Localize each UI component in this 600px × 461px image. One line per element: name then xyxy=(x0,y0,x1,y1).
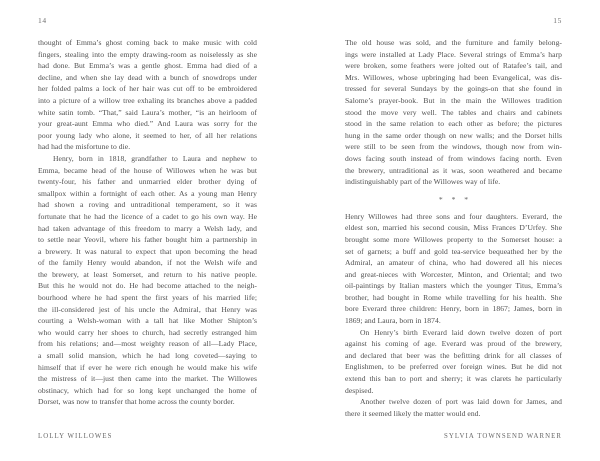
text-line: had shown a roving and untraditional temperament, so it was xyxy=(38,200,257,210)
text-line: tressed for several Sundays by the goings-on that she found in xyxy=(345,84,562,94)
text-line: despised. xyxy=(345,385,374,395)
page-body-right xyxy=(345,37,562,419)
text-line: had done. But Emma’s was a gentle ghost. Emma had died of a xyxy=(38,61,257,71)
running-footer-author: SYLVIA TOWNSEND WARNER xyxy=(444,433,562,440)
text-line: set of garnets; a buff and gold tea-service bequeathed her by the xyxy=(345,246,562,256)
text-line: On Henry’s birth Everard laid down twelve dozen of port xyxy=(360,327,562,337)
page-number-left: 14 xyxy=(38,16,47,25)
text-line: twenty-four, his father and unmarried elder brother dying of xyxy=(38,177,257,187)
text-line: himself that if ever he were rich enough he would make his wife xyxy=(38,362,257,372)
text-line: extend this ban to port and sherry; it was clarets he particularly xyxy=(345,374,562,384)
text-line: Englishmen, to be preferred over foreign wines. But he did not xyxy=(345,362,562,372)
text-line: had taken advantage of this freedom to marry a Welsh lady, and xyxy=(38,223,257,233)
text-line: had had the misfortune to die. xyxy=(38,142,131,152)
text-line: Mrs. Willowes, whose upbringing had been Evangelical, was dis- xyxy=(345,72,562,82)
text-line: to settle near Yeovil, where his father bought him a partnership in xyxy=(38,235,257,245)
text-line: there it seemed likely the matter would end. xyxy=(345,408,481,418)
text-line: a brewery. It was natural to expect that upon becoming the head xyxy=(38,246,257,256)
text-line: oil-paintings by Italian masters which the younger Titus, Emma’s xyxy=(345,281,562,291)
text-line: and declared that beer was the befitting drink for all classes of xyxy=(345,350,562,360)
text-line: smallpox within a fortnight of each other. As a young man Henry xyxy=(38,188,257,198)
text-line: brought some more Willowes property to the Somerset house: a xyxy=(345,234,562,244)
text-line: brother, had bought in Rome while travelling for his health. She xyxy=(345,292,562,302)
text-line: Another twelve dozen of port was laid down for James, and xyxy=(360,397,562,407)
text-line: bore Everard three children: Henry, born in 1867; James, born in xyxy=(345,304,562,314)
text-line: the brewery, untraditional as it was, soon weathered and became xyxy=(345,165,562,175)
text-line: 1869; and Laura, born in 1874. xyxy=(345,316,441,326)
text-line: ings were installed at Lady Place. Several strings of Emma’s harp xyxy=(345,49,562,59)
text-line: stood in the same relation to each other as before; the pictures xyxy=(345,119,562,129)
text-line: indistinguishably part of the Willowes way of life. xyxy=(345,177,501,187)
page-right xyxy=(300,0,600,461)
text-line: the mistress of it—just then came into the market. The Willowes xyxy=(38,374,257,384)
text-line: The old house was sold, and the furniture and family belong- xyxy=(345,38,562,47)
text-line: into a picture of a willow tree exhaling its branches above a padded xyxy=(38,95,257,105)
text-line: her folded palms a lock of her hair was cut off to be embroidered xyxy=(38,84,257,94)
text-line: bourhood where he had spent the first years of his married life; xyxy=(38,293,257,303)
text-line: of the family Henry would abandon, if not the Welsh wife and xyxy=(38,258,257,268)
text-line: Henry Willowes had three sons and four daughters. Everard, the xyxy=(345,211,562,221)
text-line: who would carry her shoes to church, had secretly estranged him xyxy=(38,327,257,337)
text-line: the brewery, at least Somerset, and return to his native people. xyxy=(38,269,257,279)
text-line: eldest son, married his second cousin, Miss Frances D’Urfey. She xyxy=(345,223,562,233)
text-line: fortunate that he had the licence of a cadet to go his own way. He xyxy=(38,211,257,221)
text-line: and great-nieces with Worcester, Minton, and Oriental; and two xyxy=(345,269,562,279)
text-line: courting a Welsh-woman with a tall hat like Mother Shipton’s xyxy=(38,316,257,326)
text-line: against his coming of age. Everard was proud of the brewery, xyxy=(345,339,562,349)
text-line: fingers, stealing into the empty drawing-room as noiselessly as she xyxy=(38,49,257,59)
text-line: stood the move very well. The tables and chairs and cabinets xyxy=(345,107,562,117)
text-line: dows facing south instead of from windows facing north. Even xyxy=(345,153,562,163)
page-body-left xyxy=(38,37,257,408)
text-line: a small solid mansion, which he had long coveted—saying to xyxy=(38,351,257,361)
text-line: Henry, born in 1818, grandfather to Laura and nephew to xyxy=(53,153,257,163)
text-line: the ill-considered jest of his uncle the Admiral, that Henry was xyxy=(38,304,257,314)
text-line: white satin tomb. “That,” said Laura’s mother, “is an heirloom of xyxy=(38,107,257,117)
text-line: Emma, became head of the house of Willowes when he was but xyxy=(38,165,257,175)
text-line: Salome’s prayer-book. But in the main the Willowes tradition xyxy=(345,95,562,105)
text-line: obstinacy, which had for so long kept unchanged the home of xyxy=(38,385,257,395)
text-line: hung in the same order though on new walls; and the Dorset hills xyxy=(345,130,562,140)
page-number-right: 15 xyxy=(553,16,562,25)
text-line: poor young lady who alone, it seemed to her, of all her relations xyxy=(38,130,257,140)
running-footer-title: LOLLY WILLOWES xyxy=(38,433,113,440)
text-line: decline, and when she lay dead with a bunch of snowdrops under xyxy=(38,72,257,82)
text-line: thought of Emma’s ghost coming back to make music with cold xyxy=(38,38,257,47)
text-line: from his relations; and—most weighty reason of all—Lady Place, xyxy=(38,339,257,349)
text-line: were broken, some feathers were jolted out of Ratafee’s tail, and xyxy=(345,61,562,71)
text-line: Admiral, an amateur of china, who had dowered all his nieces xyxy=(345,258,562,268)
text-line: Dorset, was now to transfer that home across the county border. xyxy=(38,397,235,407)
text-line: were still to be seen from the windows, though now from win- xyxy=(345,142,562,152)
section-break-asterisks: * * * xyxy=(438,194,469,204)
text-line: your great-aunt Emma who died.” And Laura was sorry for the xyxy=(38,119,257,129)
text-line: But this he would not do. He had become attached to the neigh- xyxy=(38,281,257,291)
